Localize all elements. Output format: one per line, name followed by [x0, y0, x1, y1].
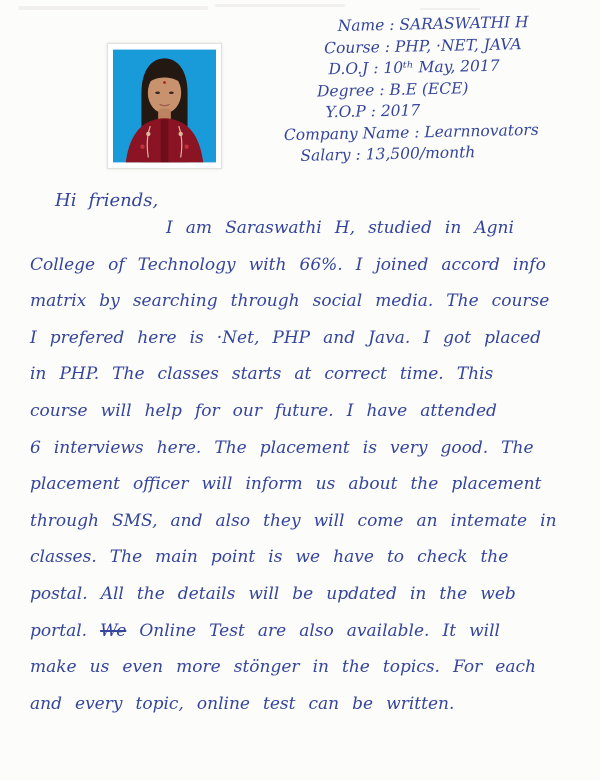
letter-line: postal. All the details will be updated in the web — [30, 583, 516, 604]
letter-body — [30, 210, 578, 722]
scan-artifact — [215, 4, 345, 7]
letter-line: 6 interviews here. The placement is very good. The — [30, 437, 534, 458]
letter-line: in PHP. The classes starts at correct time. This — [30, 364, 494, 385]
struck-word: We — [100, 620, 127, 641]
letter-line: matrix by searching through social media. The course — [30, 291, 550, 312]
line-text: portal. — [30, 620, 101, 641]
student-info-block — [281, 11, 589, 168]
letter-line — [30, 613, 578, 650]
info-line-name: Name : SARASWATHI H — [337, 13, 529, 36]
person-portrait-image — [113, 49, 216, 163]
info-line-degree: Degree : B.E (ECE) — [316, 78, 469, 100]
letter-line: and every topic, online test can be written. — [30, 693, 455, 714]
letter-line: College of Technology with 66%. I joined accord info — [30, 254, 546, 275]
letter-line: make us even more stönger in the topics. For each — [30, 657, 536, 678]
scan-artifact — [420, 8, 480, 10]
student-photo — [107, 43, 222, 169]
letter-line: through SMS, and also they will come an intemate in — [30, 510, 557, 531]
scan-artifact — [18, 6, 208, 10]
info-line-company: Company Name : Learnnovators — [283, 120, 539, 144]
info-line-salary: Salary : 13,500/month — [300, 143, 476, 165]
info-line-course: Course : PHP, ·NET, JAVA — [323, 34, 522, 57]
letter-line: I am Saraswathi H, studied in Agni — [166, 218, 514, 238]
letter-line: course will help for our future. I have attended — [30, 400, 497, 421]
salutation: Hi friends, — [55, 190, 159, 211]
letter-line: placement officer will inform us about the placement — [30, 474, 542, 495]
letter-line: classes. The main point is we have to check the — [30, 547, 509, 568]
letter-line: I prefered here is ·Net, PHP and Java. I got placed — [30, 327, 542, 348]
line-text: Online Test are also available. It will — [126, 620, 500, 641]
info-line-doj: D.O.J : 10ᵗʰ May, 2017 — [328, 56, 500, 79]
info-line-yop: Y.O.P : 2017 — [325, 101, 421, 122]
